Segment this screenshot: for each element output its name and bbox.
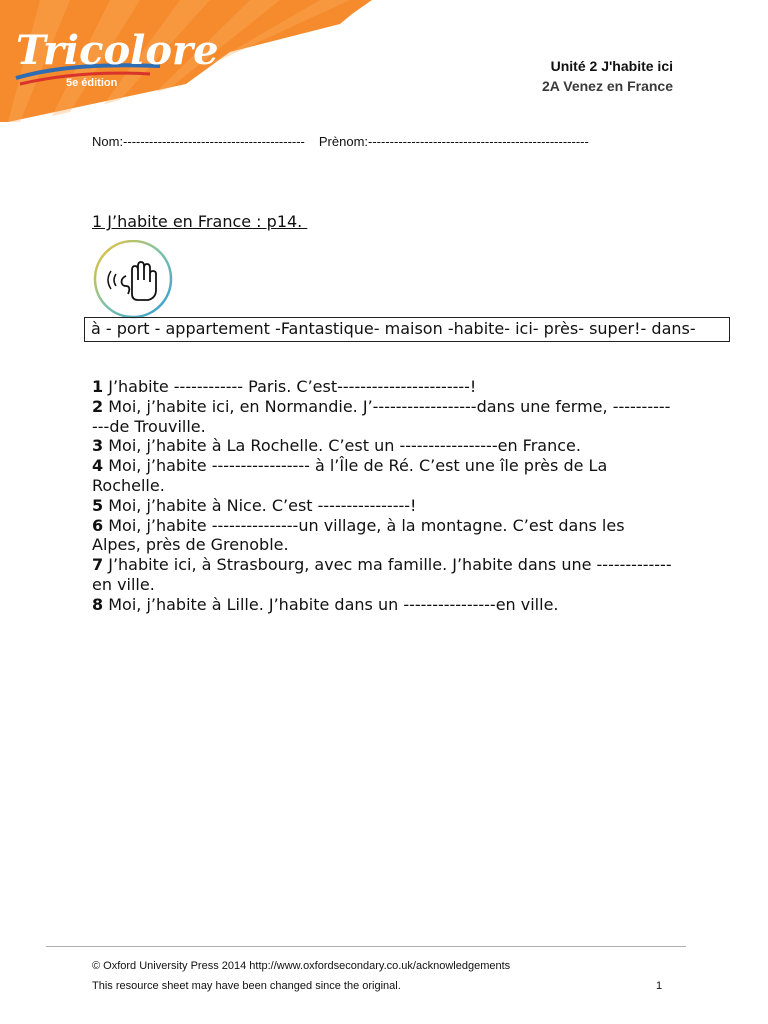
fill-in-exercise — [92, 377, 672, 615]
exercise-item — [92, 595, 672, 615]
item-number: 5 — [92, 495, 104, 515]
exercise-item — [92, 456, 672, 496]
exercise-item — [92, 436, 672, 456]
exercise-item — [92, 397, 672, 437]
item-text: Moi, j’habite à La Rochelle. C’est un -----------------en France. — [103, 436, 581, 456]
logo-edition: 5e édition — [66, 77, 118, 89]
footer-note: This resource sheet may have been changed since the original. — [92, 980, 401, 992]
item-number: 1 — [92, 377, 104, 396]
item-text: Moi, j’habite à Nice. C’est ----------------! — [103, 495, 417, 515]
footer-copyright: © Oxford University Press 2014 http://www.oxfordsecondary.co.uk/acknowledgements — [92, 960, 511, 972]
exercise-item — [92, 516, 672, 556]
listening-ear-hand-icon — [92, 240, 176, 320]
item-text: Moi, j’habite à Lille. J’habite dans un ----------------en ville. — [103, 594, 559, 614]
item-number: 8 — [92, 594, 104, 614]
item-number: 7 — [92, 555, 104, 575]
item-number: 6 — [92, 515, 104, 535]
item-number: 2 — [92, 396, 104, 416]
section-title: 1 J’habite en France : p14. — [92, 212, 308, 231]
exercise-item — [92, 496, 672, 516]
unit-header — [542, 56, 673, 96]
logo-wordmark: Tricolore — [16, 27, 219, 74]
prenom-field[interactable]: Prènom:--------------------------------------------------- — [318, 134, 589, 149]
footer-divider — [46, 946, 686, 947]
item-number: 3 — [92, 436, 104, 456]
item-number: 4 — [92, 456, 104, 476]
tricolore-logo-banner — [0, 0, 380, 122]
exercise-item — [92, 555, 672, 595]
item-text: J’habite ------------ Paris. C’est-----------------------! — [103, 377, 477, 396]
item-text: Moi, j’habite ici, en Normandie. J’------------------dans une ferme, -------------de Trouville. — [92, 396, 671, 436]
page-number: 1 — [656, 980, 663, 992]
word-bank-box: à - port - appartement -Fantastique- maison -habite- ici- près- super!- dans- — [84, 317, 730, 342]
item-text: Moi, j’habite ----------------- à l’Île de Ré. C’est une île près de La Rochelle. — [92, 456, 608, 495]
unit-subtitle: 2A Venez en France — [542, 78, 673, 94]
logo-graphic — [0, 0, 380, 122]
nom-field[interactable]: Nom:------------------------------------------ — [92, 134, 305, 149]
exercise-item — [92, 377, 672, 397]
item-text: J’habite ici, à Strasbourg, avec ma famille. J’habite dans une -------------en ville. — [92, 555, 672, 594]
name-fields-line — [92, 134, 589, 149]
unit-title: Unité 2 J'habite ici — [550, 58, 673, 74]
item-text: Moi, j’habite ---------------un village, à la montagne. C’est dans les Alpes, près de Grenoble. — [92, 515, 625, 555]
